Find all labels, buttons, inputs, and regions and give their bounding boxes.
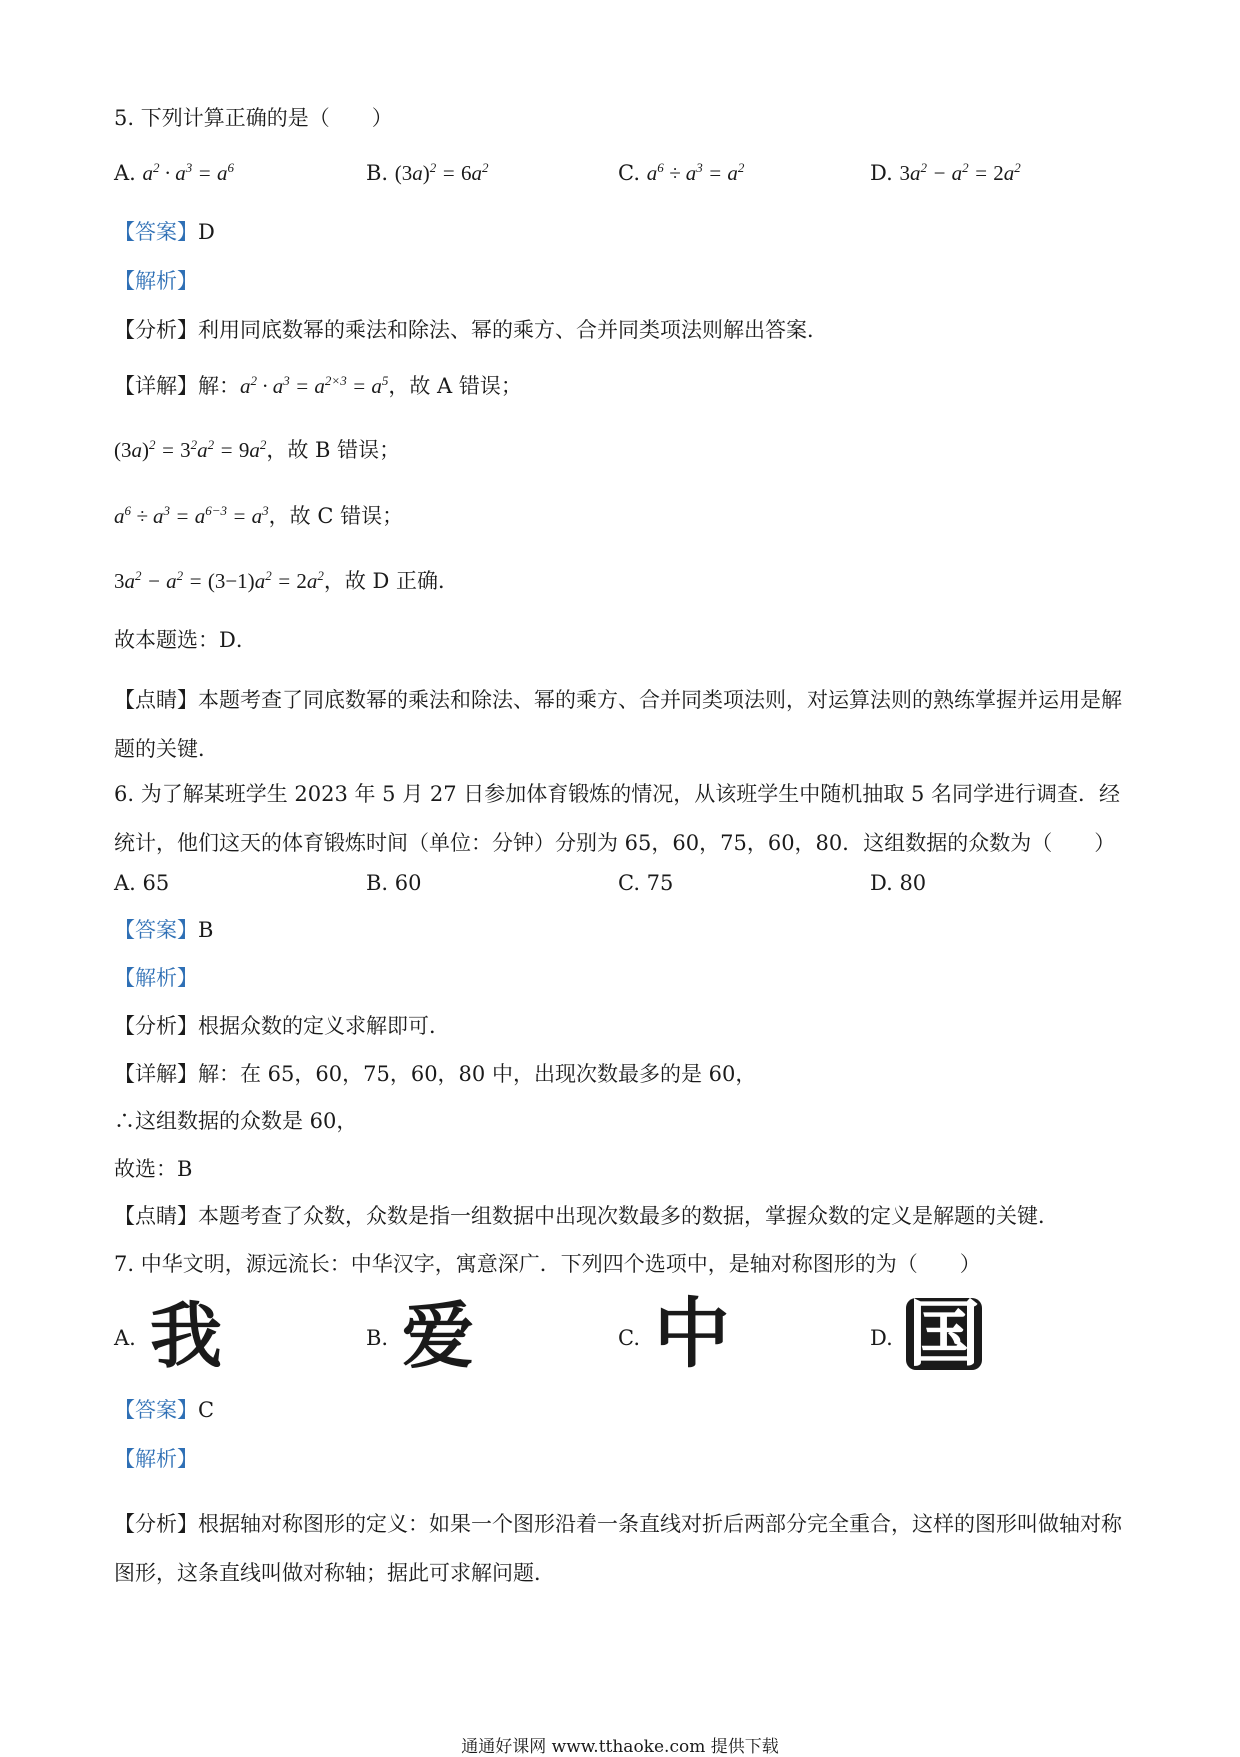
q7-answer-value: C	[198, 1398, 215, 1422]
q7-option-d-label: D.	[870, 1326, 893, 1350]
q7-answer	[114, 1400, 214, 1421]
q5-detail-text-3: ，故 C 错误；	[268, 504, 404, 528]
q5-detail-prefix: 【详解】解：	[114, 374, 240, 398]
q7-analysis-tag: 【解析】	[114, 1447, 198, 1471]
q5-analysis-tag: 【解析】	[114, 269, 198, 293]
q5-answer-value: D	[198, 220, 215, 244]
q7-fenxi: 【分析】根据轴对称图形的定义：如果一个图形沿着一条直线对折后两部分完全重合，这样的图形叫做轴对称图形，这条直线叫做对称轴；据此可求解问题．	[114, 1512, 1122, 1585]
q6-dianjing: 【点睛】本题考查了众数，众数是指一组数据中出现次数最多的数据，掌握众数的定义是解题的关键．	[114, 1204, 1059, 1228]
q7-option-c-label: C.	[618, 1326, 640, 1350]
q5-answer	[114, 222, 215, 243]
q5-detail-text-1: ，故 A 错误；	[388, 374, 522, 398]
q6-option-c: C. 75	[618, 871, 674, 895]
q5-option-c-label: C.	[618, 161, 640, 185]
q6-therefore: ∴这组数据的众数是 60，	[114, 1109, 358, 1133]
q5-answer-tag: 【答案】	[114, 220, 198, 244]
q5-detail-text-4: ，故 D 正确．	[323, 569, 460, 593]
q6-fenxi: 【分析】根据众数的定义求解即可．	[114, 1014, 450, 1038]
q6-stem: 6. 为了解某班学生 2023 年 5 月 27 日参加体育锻炼的情况，从该班学生中随机抽取 5 名同学进行调查．经统计，他们这天的体育锻炼时间（单位：分钟）分别为 65，60，75，60，80．这组数据的众数为（ ）	[114, 782, 1120, 855]
q5-detail-line-1	[114, 373, 522, 398]
q6-option-a: A. 65	[114, 871, 170, 895]
q5-conclusion: 故本题选：D．	[114, 628, 257, 652]
q5-option-b	[366, 160, 489, 185]
q6-answer-tag: 【答案】	[114, 918, 198, 942]
page-footer: 通通好课网 www.tthaoke.com 提供下载	[461, 1737, 779, 1757]
q5-detail-line-3	[114, 503, 404, 528]
q6-option-b: B. 60	[366, 871, 422, 895]
q7-option-a-label: A.	[114, 1326, 136, 1350]
q7-stem: 7. 中华文明，源远流长：中华汉字，寓意深广．下列四个选项中，是轴对称图形的为（ ）	[114, 1252, 981, 1276]
q5-option-d	[870, 160, 1021, 185]
q7-option-c-image: 中	[654, 1289, 730, 1378]
q7-option-b-label: B.	[366, 1326, 389, 1350]
q5-option-b-label: B.	[366, 161, 389, 185]
q5-option-c-expr: $a^6 \div a^3 = a^2$	[646, 160, 745, 185]
q6-analysis-tag: 【解析】	[114, 966, 198, 990]
q5-option-c	[618, 160, 745, 185]
q5-detail-math-3: $a^6 \div a^3 = a^{6-3} = a^3$	[114, 503, 269, 528]
q6-conclusion: 故选：B	[114, 1157, 193, 1181]
q5-option-a-label: A.	[114, 161, 136, 185]
q5-dianjing: 【点睛】本题考查了同底数幂的乘法和除法、幂的乘方、合并同类项法则，对运算法则的熟练掌握并运用是解题的关键．	[114, 688, 1122, 761]
q5-detail-text-2: ，故 B 错误；	[266, 438, 401, 462]
q6-answer-value: B	[198, 918, 214, 942]
q5-fenxi: 【分析】利用同底数幂的乘法和除法、幂的乘方、合并同类项法则解出答案．	[114, 318, 828, 342]
q6-option-d: D. 80	[870, 871, 927, 895]
q7-option-d-image: 国	[908, 1292, 981, 1376]
q5-option-a	[114, 160, 234, 185]
q5-option-b-expr: $(3a)^2 = 6a^2$	[394, 160, 489, 185]
q5-detail-line-4	[114, 568, 460, 593]
q6-detail: 【详解】解：在 65，60，75，60，80 中，出现次数最多的是 60，	[114, 1062, 757, 1086]
q7-option-a-image: 我	[150, 1294, 223, 1378]
q5-option-d-expr: $3a^2 - a^2 = 2a^2$	[899, 160, 1021, 185]
q5-stem: 5. 下列计算正确的是（ ）	[114, 106, 393, 130]
q5-detail-math-1: $a^2 \cdot a^3 = a^{2\times 3} = a^5$	[240, 373, 389, 398]
q5-option-a-expr: $a^2 \cdot a^3 = a^6$	[142, 160, 234, 185]
q6-answer	[114, 920, 213, 941]
q5-detail-math-4: $3a^2 - a^2 = (3-1)a^2 = 2a^2$	[114, 568, 324, 593]
q5-detail-math-2: $(3a)^2 = 3^2a^2 = 9a^2$	[114, 437, 267, 462]
q5-option-d-label: D.	[870, 161, 893, 185]
q7-option-b-image: 爱	[402, 1294, 475, 1378]
q7-answer-tag: 【答案】	[114, 1398, 198, 1422]
q5-detail-line-2	[114, 437, 401, 462]
